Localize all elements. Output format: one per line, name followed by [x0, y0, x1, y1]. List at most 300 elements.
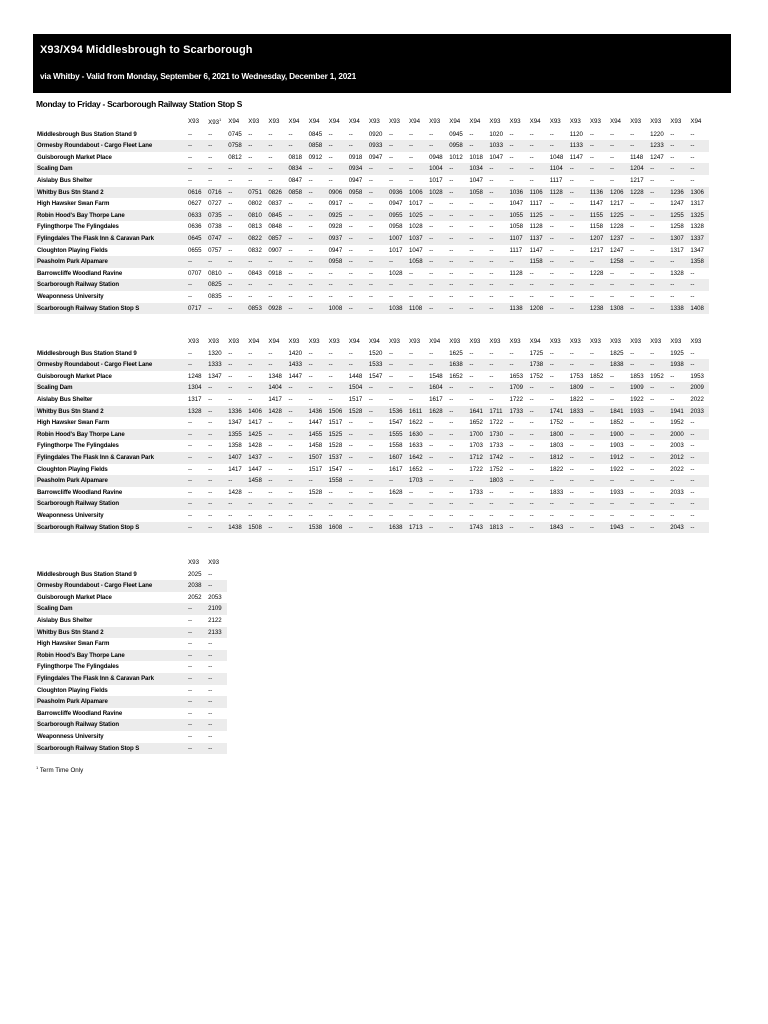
departure-time: -- — [208, 465, 213, 473]
departure-time: 1120 — [569, 130, 583, 138]
departure-time: -- — [650, 511, 655, 519]
departure-time: -- — [449, 200, 454, 208]
route-label: X94 — [268, 338, 280, 345]
departure-time: 1852 — [589, 372, 604, 380]
departure-time: -- — [408, 140, 428, 152]
route-header — [187, 115, 207, 129]
departure-time: -- — [388, 359, 408, 371]
departure-time: -- — [428, 522, 448, 534]
departure-time: -- — [629, 279, 649, 291]
departure-time: -- — [509, 522, 529, 534]
departure-time: 1034 — [468, 163, 488, 175]
departure-time: -- — [629, 140, 649, 152]
departure-time: -- — [469, 372, 474, 380]
departure-time: -- — [187, 522, 207, 534]
route-header — [408, 115, 428, 129]
departure-time: 1743 — [468, 522, 488, 534]
departure-time: -- — [448, 256, 468, 268]
departure-time: -- — [287, 210, 307, 222]
departure-time: 1348 — [268, 372, 282, 380]
departure-time: -- — [489, 488, 494, 496]
departure-time: -- — [267, 279, 287, 291]
route-label: X94 — [690, 118, 702, 126]
route-header — [689, 336, 709, 348]
route-label: X93 — [388, 118, 400, 126]
table-row — [34, 580, 227, 592]
departure-time: 1943 — [609, 522, 629, 534]
departure-time: -- — [268, 292, 273, 300]
table-row — [34, 592, 227, 604]
departure-time: -- — [207, 452, 227, 464]
departure-time: 1608 — [328, 522, 348, 534]
departure-time: -- — [187, 359, 207, 371]
departure-time: -- — [429, 511, 434, 519]
departure-time: -- — [549, 269, 554, 277]
departure-time: -- — [509, 419, 514, 427]
departure-time: -- — [429, 130, 434, 138]
departure-time: -- — [408, 382, 428, 394]
departure-time: -- — [328, 372, 333, 380]
departure-time: -- — [388, 163, 408, 175]
departure-time: -- — [630, 130, 635, 138]
route-header — [509, 336, 529, 348]
table-row — [34, 140, 709, 152]
departure-time: -- — [669, 256, 689, 268]
departure-time: -- — [589, 511, 594, 519]
departure-time: -- — [287, 256, 307, 268]
departure-time: 1604 — [428, 382, 448, 394]
departure-time: -- — [589, 279, 609, 291]
route-header — [287, 336, 307, 348]
departure-time: 1448 — [348, 372, 363, 380]
table-row — [34, 268, 709, 280]
departure-time: -- — [348, 442, 353, 450]
departure-time: 1147 — [569, 153, 583, 161]
departure-time: -- — [408, 279, 428, 291]
departure-time: -- — [348, 511, 353, 519]
departure-time: -- — [429, 200, 434, 208]
departure-time: -- — [428, 475, 448, 487]
departure-time: 1938 — [669, 359, 689, 371]
departure-time: 1838 — [609, 359, 629, 371]
departure-time: -- — [529, 292, 534, 300]
departure-time: -- — [348, 130, 353, 138]
departure-time: -- — [630, 349, 635, 357]
departure-time: 1733 — [509, 406, 529, 418]
departure-time: 1852 — [609, 419, 624, 427]
stop-name: Fylingdales The Flask Inn & Caravan Park — [34, 673, 187, 685]
departure-time: -- — [328, 511, 333, 519]
departure-time: -- — [589, 498, 609, 510]
stop-name: Robin Hood's Bay Thorpe Lane — [34, 429, 187, 441]
departure-time: -- — [489, 372, 494, 380]
departure-time: 1225 — [609, 210, 629, 222]
departure-time: -- — [449, 223, 454, 231]
departure-time: -- — [187, 743, 207, 755]
departure-time: -- — [549, 372, 554, 380]
departure-time: -- — [489, 292, 494, 300]
departure-time: -- — [489, 223, 494, 231]
departure-time: -- — [529, 395, 534, 403]
route-header — [408, 336, 428, 348]
departure-time: -- — [488, 498, 508, 510]
stop-name: Scarborough Railway Station — [34, 719, 187, 731]
stop-name: Middlesbrough Bus Station Stand 9 — [37, 130, 137, 138]
route-label: X93 — [489, 118, 501, 126]
departure-time: -- — [689, 140, 709, 152]
header-corner — [34, 115, 187, 129]
departure-time: 0735 — [207, 210, 227, 222]
departure-time: 0636 — [188, 223, 202, 231]
departure-time: -- — [589, 465, 594, 473]
departure-time: -- — [308, 395, 313, 403]
table-row — [34, 394, 709, 406]
departure-time: -- — [569, 511, 574, 519]
departure-time: 1055 — [509, 210, 529, 222]
departure-time: -- — [188, 465, 193, 473]
departure-time: 1107 — [509, 233, 529, 245]
departure-time: 0810 — [247, 210, 267, 222]
departure-time: 1525 — [328, 429, 348, 441]
departure-time: -- — [308, 475, 328, 487]
departure-time: -- — [409, 488, 414, 496]
departure-time: -- — [328, 359, 348, 371]
departure-time: -- — [449, 465, 454, 473]
departure-time: -- — [368, 246, 373, 254]
departure-time: -- — [308, 223, 313, 231]
departure-time: -- — [609, 511, 615, 519]
departure-time: -- — [449, 419, 454, 427]
departure-time: -- — [469, 349, 474, 357]
stop-name: Whitby Bus Stn Stand 2 — [34, 627, 187, 639]
departure-time: -- — [669, 163, 689, 175]
route-label: X93 — [670, 338, 682, 345]
departure-time: -- — [589, 140, 609, 152]
departure-time: -- — [368, 465, 373, 473]
stop-name: Aislaby Bus Shelter — [37, 177, 93, 185]
departure-time: 1700 — [468, 429, 488, 441]
section-heading: Monday to Friday - Scarborough Railway Station Stop S — [36, 99, 243, 109]
departure-time: 0947 — [348, 177, 363, 185]
departure-time: 1611 — [408, 406, 428, 418]
departure-time: -- — [308, 292, 313, 300]
departure-time: -- — [629, 498, 649, 510]
departure-time: 1028 — [428, 187, 448, 199]
header-row — [34, 336, 709, 348]
route-header — [629, 115, 649, 129]
departure-time: -- — [629, 429, 649, 441]
departure-time: 0845 — [267, 210, 287, 222]
departure-time: -- — [227, 163, 247, 175]
departure-time: 0834 — [287, 163, 307, 175]
departure-time: -- — [650, 223, 655, 231]
departure-time: 1903 — [609, 442, 624, 450]
departure-time: 1338 — [669, 303, 689, 315]
departure-time: -- — [368, 269, 373, 277]
departure-time: -- — [488, 382, 508, 394]
stop-name: Weaponness University — [37, 511, 104, 519]
departure-time: -- — [187, 452, 207, 464]
departure-time: 0813 — [248, 223, 262, 231]
route-header — [629, 336, 649, 348]
departure-time: -- — [469, 223, 474, 231]
departure-time: -- — [328, 488, 333, 496]
departure-time: -- — [187, 498, 207, 510]
departure-time: -- — [529, 498, 549, 510]
departure-time: -- — [288, 511, 293, 519]
departure-time: -- — [529, 382, 549, 394]
route-header — [509, 115, 529, 129]
route-header — [488, 115, 508, 129]
route-label: X93 — [328, 338, 340, 345]
departure-time: 2022 — [670, 465, 684, 473]
departure-time: 1025 — [408, 210, 428, 222]
route-header — [468, 115, 488, 129]
route-label: X93 — [288, 338, 300, 345]
departure-time: 1642 — [408, 452, 428, 464]
table-row — [34, 569, 227, 581]
departure-time: 1941 — [669, 406, 689, 418]
table-row — [34, 210, 709, 222]
departure-time: 1128 — [549, 187, 569, 199]
table-row — [34, 163, 709, 175]
table-row — [34, 303, 709, 315]
departure-time: -- — [268, 177, 273, 185]
departure-time: -- — [188, 663, 193, 671]
departure-time: -- — [228, 395, 233, 403]
departure-time: -- — [449, 395, 454, 403]
departure-time: -- — [287, 475, 307, 487]
departure-time: -- — [448, 303, 468, 315]
departure-time: 1347 — [690, 246, 704, 254]
departure-time: -- — [308, 269, 313, 277]
departure-time: -- — [569, 465, 574, 473]
departure-time: -- — [609, 498, 629, 510]
departure-time: 1952 — [650, 372, 664, 380]
departure-time: -- — [308, 187, 328, 199]
departure-time: -- — [429, 246, 434, 254]
departure-time: -- — [288, 442, 293, 450]
departure-time: -- — [629, 359, 649, 371]
departure-time: -- — [509, 442, 514, 450]
departure-time: 1058 — [468, 187, 488, 199]
departure-time: -- — [549, 511, 554, 519]
route-header — [308, 115, 328, 129]
departure-time: 1433 — [287, 359, 307, 371]
departure-time: -- — [650, 349, 655, 357]
departure-time: 1752 — [549, 419, 564, 427]
departure-time: 1537 — [328, 452, 348, 464]
route-label: X94 — [409, 118, 421, 126]
timetable-table-2 — [34, 336, 709, 533]
table-row — [34, 650, 227, 662]
route-header — [488, 336, 508, 348]
departure-time: -- — [468, 140, 488, 152]
route-label: X94 — [469, 118, 481, 126]
departure-time: 1317 — [188, 395, 202, 403]
departure-time: 1722 — [469, 465, 483, 473]
departure-time: -- — [529, 153, 534, 161]
departure-time: -- — [348, 210, 368, 222]
route-header — [609, 115, 629, 129]
departure-time: 1547 — [368, 372, 383, 380]
departure-time: 1703 — [408, 475, 428, 487]
departure-time: 1558 — [328, 475, 348, 487]
table-row — [34, 615, 227, 627]
departure-time: 1630 — [408, 429, 428, 441]
departure-time: -- — [549, 359, 569, 371]
departure-time: 1228 — [609, 223, 624, 231]
departure-time: -- — [348, 246, 353, 254]
departure-time: 0907 — [268, 246, 282, 254]
departure-time: -- — [448, 498, 468, 510]
departure-time: -- — [247, 256, 267, 268]
departure-time: -- — [368, 223, 373, 231]
table-row — [34, 440, 709, 452]
departure-time: -- — [228, 372, 233, 380]
departure-time: 0858 — [287, 187, 307, 199]
departure-time: -- — [227, 382, 247, 394]
route-label: X93 — [449, 338, 461, 345]
departure-time: -- — [247, 279, 267, 291]
departure-time: 1517 — [328, 419, 343, 427]
departure-time: 0727 — [208, 200, 222, 208]
departure-time: -- — [368, 279, 388, 291]
departure-time: -- — [328, 140, 348, 152]
departure-time: 1528 — [328, 442, 343, 450]
route-header — [267, 115, 287, 129]
departure-time: -- — [287, 140, 307, 152]
departure-time: 1308 — [609, 303, 629, 315]
route-label: X93 — [609, 338, 621, 345]
departure-time: -- — [569, 246, 574, 254]
departure-time: -- — [529, 269, 534, 277]
route-label: X93 — [589, 118, 601, 126]
departure-time: -- — [529, 522, 549, 534]
departure-time: -- — [228, 200, 233, 208]
departure-time: -- — [368, 419, 373, 427]
departure-time: -- — [630, 246, 635, 254]
table-row — [34, 256, 709, 268]
departure-time: 1247 — [650, 153, 664, 161]
departure-time: -- — [630, 488, 635, 496]
departure-time: -- — [469, 395, 474, 403]
departure-time: 1138 — [509, 303, 529, 315]
departure-time: -- — [248, 511, 253, 519]
departure-time: -- — [448, 406, 468, 418]
departure-time: -- — [188, 616, 193, 624]
departure-time: 2003 — [670, 442, 684, 450]
departure-time: -- — [388, 498, 408, 510]
departure-time: 1328 — [670, 269, 684, 277]
departure-time: -- — [308, 498, 328, 510]
departure-time: -- — [629, 522, 649, 534]
departure-time: 1922 — [630, 395, 644, 403]
route-label: X93 — [549, 338, 561, 345]
departure-time: -- — [368, 233, 388, 245]
departure-time: -- — [187, 696, 207, 708]
departure-time: -- — [630, 200, 635, 208]
departure-time: 1128 — [529, 223, 543, 231]
departure-time: 1133 — [569, 140, 589, 152]
departure-time: 1347 — [208, 372, 222, 380]
departure-time: 1017 — [409, 200, 423, 208]
departure-time: -- — [429, 488, 434, 496]
departure-time: -- — [569, 223, 574, 231]
departure-time: 1652 — [469, 419, 483, 427]
departure-time: 1800 — [549, 429, 569, 441]
departure-time: -- — [248, 292, 253, 300]
departure-time: 1506 — [328, 406, 348, 418]
stop-name: Scaling Dam — [34, 382, 187, 394]
route-label: X94 — [429, 338, 441, 345]
stop-name: Middlesbrough Bus Station Stand 9 — [37, 349, 137, 357]
header-row — [34, 115, 709, 129]
departure-time: 0958 — [328, 256, 348, 268]
departure-time: -- — [409, 372, 414, 380]
departure-time: 0934 — [348, 163, 368, 175]
departure-time: 1841 — [609, 406, 629, 418]
departure-time: 0858 — [308, 140, 328, 152]
stop-name: Cloughton Playing Fields — [37, 246, 108, 254]
departure-time: 0853 — [247, 303, 267, 315]
departure-time: 1925 — [670, 349, 684, 357]
departure-time: -- — [649, 429, 669, 441]
departure-time: -- — [449, 442, 454, 450]
departure-time: -- — [247, 498, 267, 510]
departure-time: 1428 — [267, 406, 287, 418]
departure-time: -- — [569, 292, 574, 300]
departure-time: -- — [308, 359, 328, 371]
departure-time: -- — [489, 246, 494, 254]
departure-time: -- — [409, 130, 414, 138]
departure-time: -- — [689, 279, 709, 291]
departure-time: -- — [549, 246, 554, 254]
departure-time: -- — [529, 130, 534, 138]
departure-time: -- — [408, 163, 428, 175]
departure-time: -- — [187, 627, 207, 639]
departure-time: 1317 — [690, 200, 704, 208]
stop-name: Fylingthorpe The Fylingdales — [37, 223, 119, 231]
departure-time: -- — [247, 140, 267, 152]
departure-time: -- — [589, 475, 609, 487]
departure-time: -- — [429, 442, 434, 450]
departure-time: 2053 — [208, 593, 222, 601]
stop-name: Cloughton Playing Fields — [37, 465, 108, 473]
departure-time: -- — [348, 223, 353, 231]
departure-time: 1922 — [609, 465, 624, 473]
departure-time: 1738 — [529, 359, 549, 371]
departure-time: -- — [368, 382, 388, 394]
departure-time: 0958 — [388, 223, 403, 231]
departure-time: -- — [208, 511, 213, 519]
departure-time: 0757 — [208, 246, 222, 254]
departure-time: -- — [188, 349, 193, 357]
departure-time: -- — [308, 349, 313, 357]
route-header — [649, 115, 669, 129]
departure-time: -- — [650, 269, 655, 277]
departure-time: 1933 — [629, 406, 649, 418]
departure-time: -- — [448, 279, 468, 291]
departure-time: -- — [689, 452, 709, 464]
departure-time: -- — [569, 349, 574, 357]
header-corner — [34, 336, 187, 348]
departure-time: -- — [207, 303, 227, 315]
departure-time: -- — [509, 256, 529, 268]
stop-name: Fylingthorpe The Fylingdales — [37, 442, 119, 450]
departure-time: -- — [288, 200, 293, 208]
route-header — [549, 115, 569, 129]
